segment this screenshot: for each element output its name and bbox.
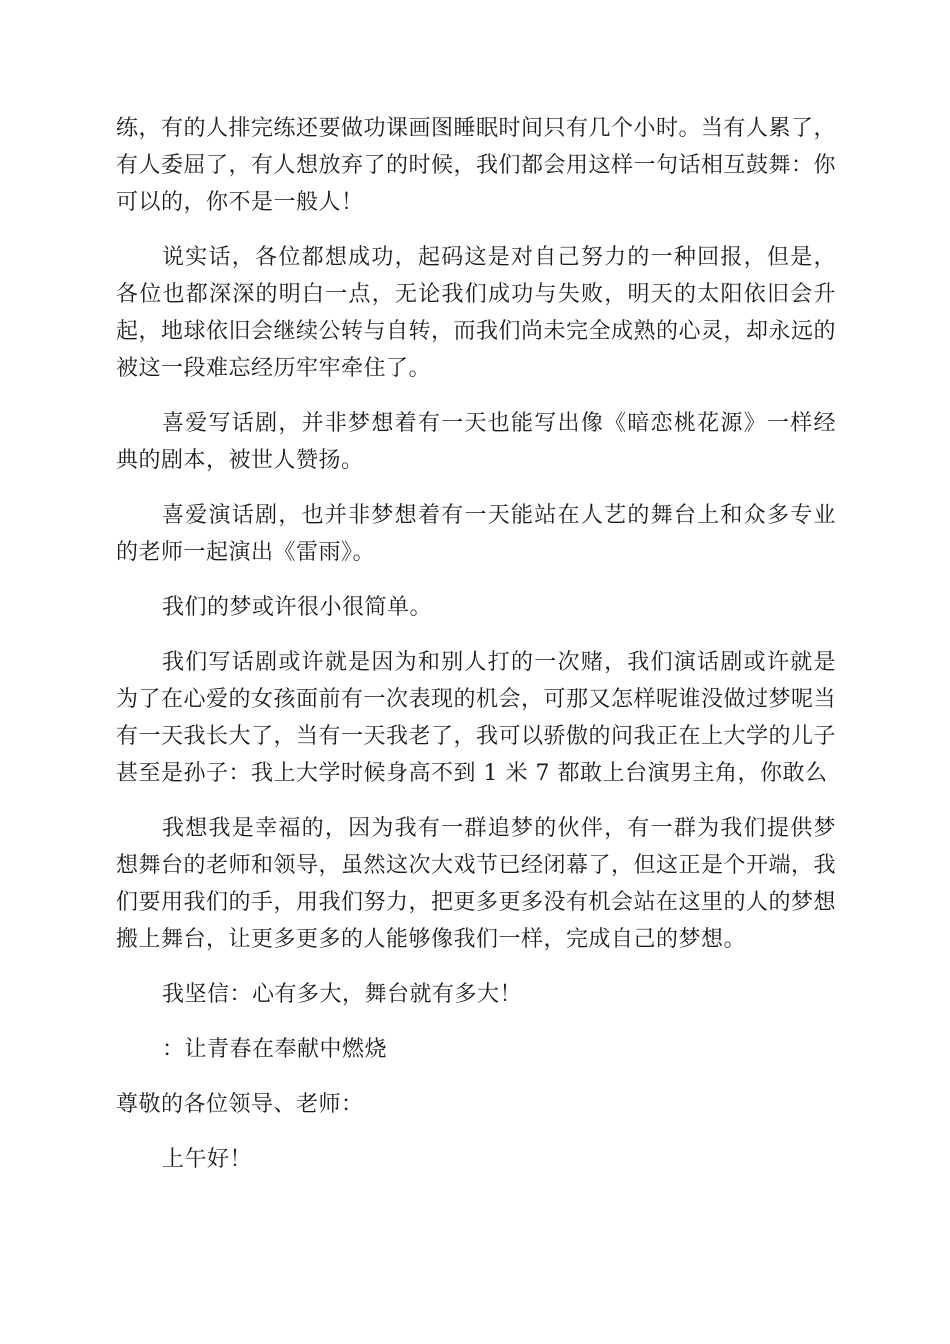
document-page xyxy=(116,110,836,1196)
paragraph-8: 我坚信：心有多大，舞台就有多大！ xyxy=(162,982,523,1007)
paragraph-4: 喜爱演话剧，也并非梦想着有一天能站在人艺的舞台上和众多专业的老师一起演出《雷雨》。 xyxy=(116,503,836,565)
paragraph-6: 我们写话剧或许就是因为和别人打的一次赌，我们演话剧或许就是为了在心爱的女孩面前有一次表现的机会，可那又怎样呢谁没做过梦呢当有一天我长大了，当有一天我老了，我可以骄傲的问我正在上大学的儿子甚至是孙子：我上大学时候身高不到 1 米 7 都敢上台演男主角，你敢么 xyxy=(116,650,837,786)
paragraph-1: 练，有的人排完练还要做功课画图睡眠时间只有几个小时。当有人累了，有人委屈了，有人想放弃了的时候，我们都会用这样一句话相互鼓舞：你可以的，你不是一般人！ xyxy=(116,116,837,215)
paragraph-2: 说实话，各位都想成功，起码这是对自己努力的一种回报，但是，各位也都深深的明白一点，无论我们成功与失败，明天的太阳依旧会升起，地球依旧会继续公转与自转，而我们尚未完全成熟的心灵，却永远的被这一段难忘经历牢牢牵住了。 xyxy=(116,245,837,381)
greeting: 上午好！ xyxy=(162,1147,253,1172)
salutation: 尊敬的各位领导、老师： xyxy=(116,1092,364,1117)
paragraph-3: 喜爱写话剧，并非梦想着有一天也能写出像《暗恋桃花源》一样经典的剧本，被世人赞扬。 xyxy=(116,411,836,473)
section-title: ：让青春在奉献中燃烧 xyxy=(162,1037,388,1062)
paragraph-5: 我们的梦或许很小很简单。 xyxy=(162,595,433,620)
paragraph-7: 我想我是幸福的，因为我有一群追梦的伙伴，有一群为我们提供梦想舞台的老师和领导，虽然这次大戏节已经闭幕了，但这正是个开端，我们要用我们的手，用我们努力，把更多更多没有机会站在这里的人的梦想搬上舞台，让更多更多的人能够像我们一样，完成自己的梦想。 xyxy=(116,816,837,952)
